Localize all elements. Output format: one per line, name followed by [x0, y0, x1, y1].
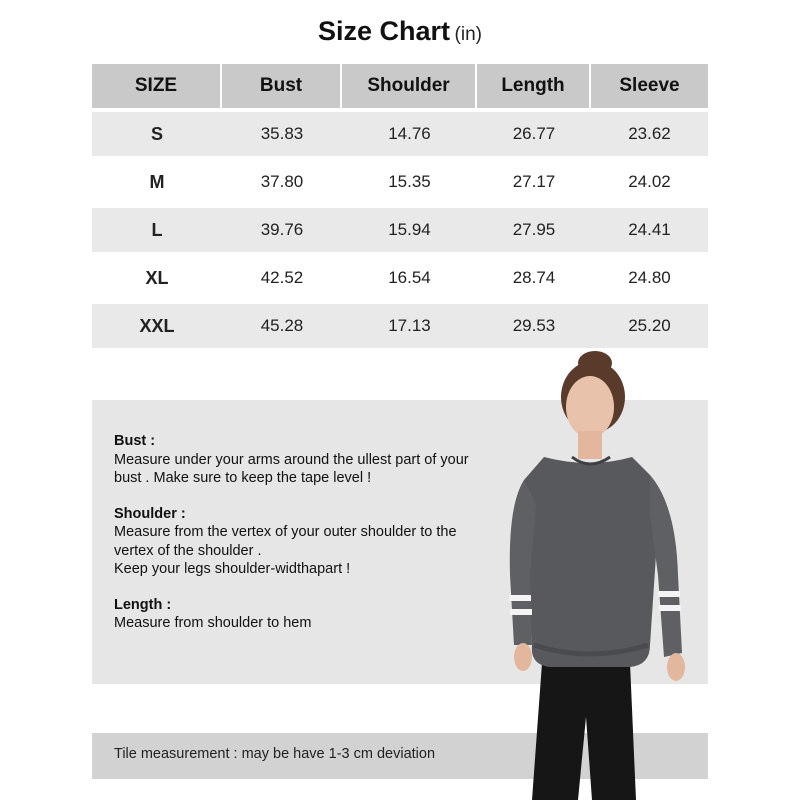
shoulder-cell: 15.35: [388, 172, 431, 191]
leggings: [532, 663, 636, 800]
table-header-row: [92, 64, 708, 108]
size-cell: S: [92, 112, 222, 156]
shoulder-guide-heading: Shoulder :: [114, 505, 186, 522]
table-row: [92, 112, 708, 156]
bust-cell: 37.80: [260, 172, 304, 191]
shoulder-guide: [114, 505, 514, 579]
bust-cell: 45.28: [222, 304, 342, 348]
size-chart-title: [0, 16, 800, 47]
shoulder-guide-line: vertex of the shoulder .: [114, 542, 262, 559]
length-guide-line: Measure from shoulder to hem: [114, 615, 312, 631]
table-row: [92, 256, 708, 300]
size-table: [92, 60, 708, 352]
sleeve-stripe: [658, 591, 680, 597]
title-unit: (in): [454, 24, 482, 45]
shoulder-guide-line: Keep your legs shoulder-widthapart !: [114, 561, 351, 577]
bust-guide: [114, 432, 514, 488]
shoulder-cell: 15.94: [342, 208, 477, 252]
length-cell: 27.95: [477, 208, 591, 252]
header-length: Length: [477, 64, 591, 108]
sleeve-cell: 25.20: [591, 304, 708, 348]
sleeve-stripe: [510, 609, 532, 615]
bust-cell: 35.83: [222, 112, 342, 156]
model-photo: [480, 345, 740, 800]
shirt: [524, 457, 656, 667]
bust-guide-heading: Bust :: [114, 433, 156, 449]
sleeve-cell: 24.80: [628, 268, 671, 287]
header-sleeve: Sleeve: [591, 64, 708, 108]
sleeve-stripe: [659, 605, 681, 611]
size-cell: XXL: [92, 304, 222, 348]
bust-guide-line: bust . Make sure to keep the tape level !: [114, 470, 372, 486]
header-shoulder: Shoulder: [342, 64, 477, 108]
shoulder-cell: 16.54: [388, 268, 431, 287]
shoulder-cell: 17.13: [342, 304, 477, 348]
length-cell: 27.17: [512, 172, 556, 191]
header-bust: Bust: [222, 64, 342, 108]
neck: [578, 431, 602, 459]
table-row: [92, 160, 708, 204]
bust-cell: 42.52: [260, 268, 304, 287]
bust-cell: 39.76: [222, 208, 342, 252]
length-guide: [114, 596, 514, 633]
table-row: [92, 304, 708, 348]
left-hand: [514, 643, 532, 671]
length-cell: 26.77: [477, 112, 591, 156]
size-cell: M: [149, 171, 165, 192]
size-cell: XL: [145, 267, 169, 288]
sleeve-cell: 24.02: [628, 172, 671, 191]
bust-guide-line: Measure under your arms around the ullest part of your: [114, 451, 469, 468]
sleeve-cell: 24.41: [591, 208, 708, 252]
sleeve-cell: 23.62: [591, 112, 708, 156]
deviation-note: Tile measurement : may be have 1-3 cm deviation: [114, 746, 436, 762]
right-hand: [667, 653, 685, 681]
table-row: [92, 208, 708, 252]
face: [566, 376, 614, 438]
shoulder-cell: 14.76: [342, 112, 477, 156]
title-main: Size Chart: [318, 16, 451, 46]
length-guide-heading: Length :: [114, 596, 172, 613]
size-cell: L: [92, 208, 222, 252]
length-cell: 29.53: [477, 304, 591, 348]
header-size: SIZE: [92, 64, 222, 108]
sleeve-stripe: [509, 595, 531, 601]
shoulder-guide-line: Measure from the vertex of your outer shoulder to the: [114, 524, 457, 540]
measurement-guide-text: [114, 432, 514, 650]
length-cell: 28.74: [512, 268, 556, 287]
